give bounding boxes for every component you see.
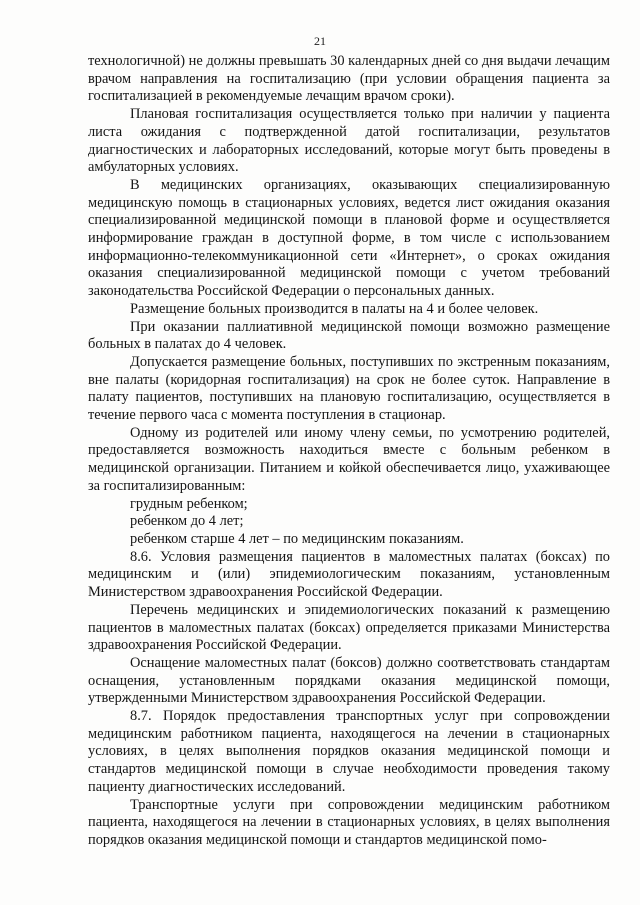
document-body — [88, 53, 610, 850]
list-item-infant: грудным ребенком; — [130, 495, 248, 512]
paragraph-parent-stay: Одному из родителей или иному члену семьи, по усмотрению родителей, предоставляется возможность находиться вместе с больным ребенком в медицинской организации. Питанием и койкой обеспечивается лицо, ухаживающее за госпитализированным: — [88, 424, 610, 494]
paragraph-palliative-care: При оказании паллиативной медицинской помощи возможно размещение больных в палатах до 4 человек. — [88, 318, 610, 353]
list-item-over-4: ребенком старше 4 лет – по медицинским показаниям. — [130, 530, 464, 547]
paragraph-planned-hospitalization: Плановая госпитализация осуществляется только при наличии у пациента листа ожидания с подтвержденной датой госпитализации, результатов диагностических и лабораторных исследований, которые могут быть проведены в амбулаторных условиях. — [88, 106, 610, 176]
paragraph-transport-services: Транспортные услуги при сопровождении медицинским работником пациента, находящегося на лечении в стационарных условиях, в целях выполнения порядков оказания медицинской помощи и стандартов медицинской помо- — [88, 796, 610, 848]
list-item-under-4: ребенком до 4 лет; — [130, 513, 244, 530]
section-8-7-heading: 8.7. Порядок предоставления транспортных услуг при сопровождении медицинским работником пациента, находящегося на лечении в стационарных условиях, в целях выполнения порядков оказания медицинской помощи и стандартов медицинской помощи в случае необходимости проведения такому пациенту диагностических исследований. — [88, 708, 610, 795]
paragraph-indications-list: Перечень медицинских и эпидемиологических показаний к размещению пациентов в маломестных палатах (боксах) определяется приказами Министерства здравоохранения Российской Федерации. — [88, 601, 610, 654]
section-8-6-heading: 8.6. Условия размещения пациентов в маломестных палатах (боксах) по медицинским и (или) эпидемиологическим показаниям, установленным Министерством здравоохранения Российской Федерации. — [88, 548, 610, 601]
paragraph-ward-placement: Размещение больных производится в палаты на 4 и более человек. — [130, 300, 539, 317]
paragraph-continuation: технологичной) не должны превышать 30 календарных дней со дня выдачи лечащим врачом направления на госпитализацию (при условии обращения пациента за госпитализацией в рекомендуемые лечащим врачом сроки). — [88, 53, 610, 105]
paragraph-equipment-standards: Оснащение маломестных палат (боксов) должно соответствовать стандартам оснащения, установленным порядками оказания медицинской помощи, утвержденными Министерством здравоохранения Российской Федерации. — [88, 654, 610, 707]
paragraph-emergency-admission: Допускается размещение больных, поступивших по экстренным показаниям, вне палаты (коридорная госпитализация) на срок не более суток. Направление в палату пациентов, поступивших на плановую госпитализацию, осуществляется в течение первого часа с момента поступления в стационар. — [88, 353, 610, 424]
page-number: 21 — [314, 34, 326, 48]
paragraph-waiting-list: В медицинских организациях, оказывающих специализированную медицинскую помощь в стационарных условиях, ведется лист ожидания оказания специализированной медицинской помощи в плановой форме и осуществляется информирование граждан в доступной форме, в том числе с использованием информационно-телекоммуникационной сети «Интернет», о сроках ожидания оказания специализированной медицинской помощи с учетом требований законодательства Российской Федерации о персональных данных. — [88, 176, 610, 300]
